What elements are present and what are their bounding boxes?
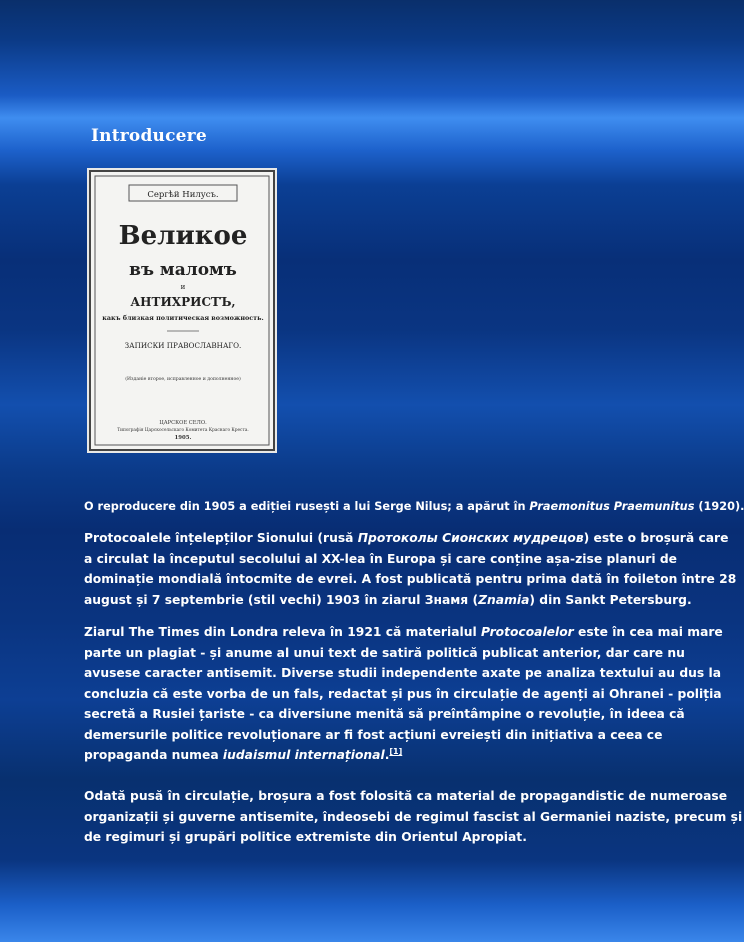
book-author: Сергѣй Нилусъ. <box>147 190 219 200</box>
paragraph-line: Odată pusă în circulație, broșura a fost folosită ca material de propagandistic de numeroase <box>84 789 728 803</box>
paragraph-3 <box>84 786 743 848</box>
book-year: 1905. <box>174 435 192 441</box>
paragraph-line: Ziarul The Times din Londra releva în 1921 că materialul Protocoalelor este în cea mai mare <box>84 625 723 639</box>
paragraph-line: organizații și guverne antisemite, îndeosebi de regimul fascist al Germaniei naziste, precum și <box>84 809 743 824</box>
book-title-line-1: Великое <box>118 221 248 251</box>
paragraph-1 <box>84 528 737 610</box>
image-caption: O reproducere din 1905 a ediției rusești a lui Serge Nilus; a apărut în Praemonitus Praemunitus (1920). <box>84 500 744 513</box>
book-title-line-3: и <box>180 283 186 291</box>
book-edition: (Изданіе второе, исправленное и дополненное) <box>125 377 241 382</box>
reference-link[interactable]: [1] <box>389 746 403 756</box>
paragraph-line: propaganda numea iudaismul internațional.[1] <box>84 746 403 762</box>
book-title-line-4: АНТИХРИСТЪ, <box>130 295 236 309</box>
paragraph-line: parte un plagiat - și anume al unui text de satiră politică publicat anterior, dar care nu <box>84 645 685 660</box>
paragraph-line: august și 7 septembrie (stil vechi) 1903 în ziarul Знамя (Znamia) din Sankt Petersburg. <box>84 592 692 607</box>
book-notes: ЗАПИСКИ ПРАВОСЛАВНАГО. <box>124 341 242 350</box>
paragraph-line: avusese caracter antisemit. Diverse studii independente axate pe analiza textului au dus la <box>84 666 722 680</box>
page-title: Introducere <box>91 126 207 146</box>
paragraph-line: demersurile politice revoluționare ar fi fost acțiuni evreiești din inițiativa a ceea ce <box>84 727 663 742</box>
book-subtitle: какъ близкая политическая возможность. <box>102 314 264 322</box>
paragraph-line: secretă a Rusiei țariste - ca diversiune menită să preîntâmpine o revoluție, în ideea că <box>84 707 685 721</box>
book-publisher: Типографія Царскосельскаго Комитета Краснаго Креста. <box>117 428 249 433</box>
paragraph-line: a circulat la începutul secolului al XX-lea în Europa și care conține așa-zise planuri de <box>84 551 677 566</box>
paragraph-line: Protocoalele înțelepților Sionului (rusă Протоколы Сионских мудрецов) este o broșură care <box>84 531 729 545</box>
paragraph-line: de regimuri și grupări politice extremiste din Orientul Apropiat. <box>84 830 527 844</box>
book-cover-image <box>87 168 277 453</box>
book-city: ЦАРСКОЕ СЕЛО. <box>159 420 207 426</box>
book-title-line-2: въ маломъ <box>129 260 237 280</box>
paragraph-line: dominație mondială întocmite de evrei. A fost publicată pentru prima dată în foileton între 28 <box>84 572 737 586</box>
paragraph-line: concluzia că este vorba de un fals, redactat și pus în circulație de agenți ai Ohranei - poliția <box>84 686 722 701</box>
paragraph-2 <box>84 622 723 766</box>
